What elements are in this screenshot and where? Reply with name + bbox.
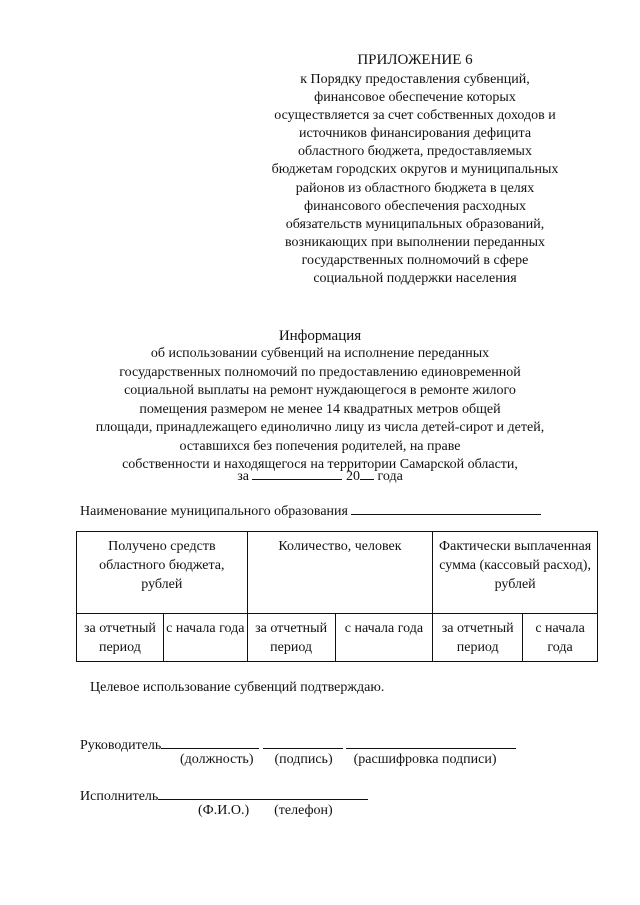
subtitle-line: оставшихся без попечения родителей, на праве — [179, 438, 461, 454]
appendix-line: районов из областного бюджета в целях — [295, 180, 535, 196]
head-label: Руководитель — [80, 738, 162, 753]
appendix-line: финансового обеспечения расходных — [304, 198, 526, 214]
subheader-cell: за отчетный период — [77, 614, 164, 662]
subtitle-line: помещения размером не менее 14 квадратных метров общей — [139, 401, 501, 417]
period-prefix: за — [237, 469, 249, 484]
year-blank[interactable] — [360, 467, 374, 480]
table-header-row — [77, 532, 598, 614]
appendix-reference — [250, 71, 580, 288]
appendix-line: бюджетам городских округов и муниципальных — [271, 162, 559, 178]
subheader-cell: с начала года — [335, 614, 433, 662]
appendix-line: социальной поддержки населения — [313, 271, 517, 287]
caption-position: (должность) — [180, 752, 254, 767]
appendix-line: областного бюджета, предоставляемых — [298, 144, 532, 160]
executor-field[interactable] — [158, 787, 368, 800]
subtitle-line: социальной выплаты на ремонт нуждающегося в ремонте жилого — [124, 383, 516, 398]
caption-signature: (подпись) — [274, 752, 333, 767]
report-table — [76, 531, 598, 662]
period-suffix: года — [377, 469, 403, 484]
subtitle-line: об использовании субвенций на исполнение переданных — [150, 346, 490, 361]
header-actual-paid: Фактически выплаченная сумма (кассовый расход), рублей — [433, 532, 598, 614]
appendix-title: ПРИЛОЖЕНИЕ 6 — [357, 52, 473, 68]
subtitle-line: собственности и находящегося на территории Самарской области, — [122, 457, 518, 472]
municipality-label: Наименование муниципального образования — [80, 504, 348, 519]
document-subtitle — [70, 345, 570, 475]
head-position-field[interactable] — [161, 736, 259, 749]
appendix-line: к Порядку предоставления субвенций, — [300, 72, 530, 87]
header-people-count: Количество, человек — [247, 532, 433, 614]
appendix-line: обязательств муниципальных образований, — [285, 216, 545, 232]
subheader-cell: за отчетный период — [247, 614, 335, 662]
head-signature-field[interactable] — [263, 736, 343, 749]
document-title: Информация — [278, 328, 362, 344]
appendix-line: осуществляется за счет собственных доходов и — [274, 108, 556, 124]
confirmation-text: Целевое использование субвенций подтверждаю. — [90, 680, 385, 695]
table-subheader-row — [77, 614, 598, 662]
appendix-line: государственных полномочий в сфере — [301, 252, 529, 268]
head-name-field[interactable] — [346, 736, 516, 749]
subtitle-line: государственных полномочий по предоставлению единовременной — [119, 364, 521, 380]
period-year: 20 — [345, 469, 360, 484]
executor-captions — [198, 803, 333, 819]
appendix-line: возникающих при выполнении переданных — [284, 234, 545, 250]
subheader-cell: с начала года — [163, 614, 247, 662]
appendix-line: финансовое обеспечение которых — [314, 90, 516, 106]
caption-fio: (Ф.И.О.) — [198, 803, 250, 818]
subtitle-line: площади, принадлежащего единолично лицу из числа детей-сирот и детей, — [95, 420, 545, 435]
header-received-funds: Получено средств областного бюджета, рублей — [77, 532, 248, 614]
caption-phone: (телефон) — [274, 803, 333, 818]
municipality-field[interactable] — [351, 502, 541, 515]
appendix-line: источников финансирования дефицита — [298, 126, 532, 142]
caption-name: (расшифровка подписи) — [353, 752, 497, 767]
head-signature-captions — [180, 752, 497, 768]
period-blank[interactable] — [252, 467, 342, 480]
subheader-cell: за отчетный период — [433, 614, 523, 662]
executor-label: Исполнитель — [80, 789, 159, 804]
subheader-cell: с начала года — [523, 614, 598, 662]
municipality-row — [80, 502, 541, 520]
reporting-period — [70, 467, 570, 485]
